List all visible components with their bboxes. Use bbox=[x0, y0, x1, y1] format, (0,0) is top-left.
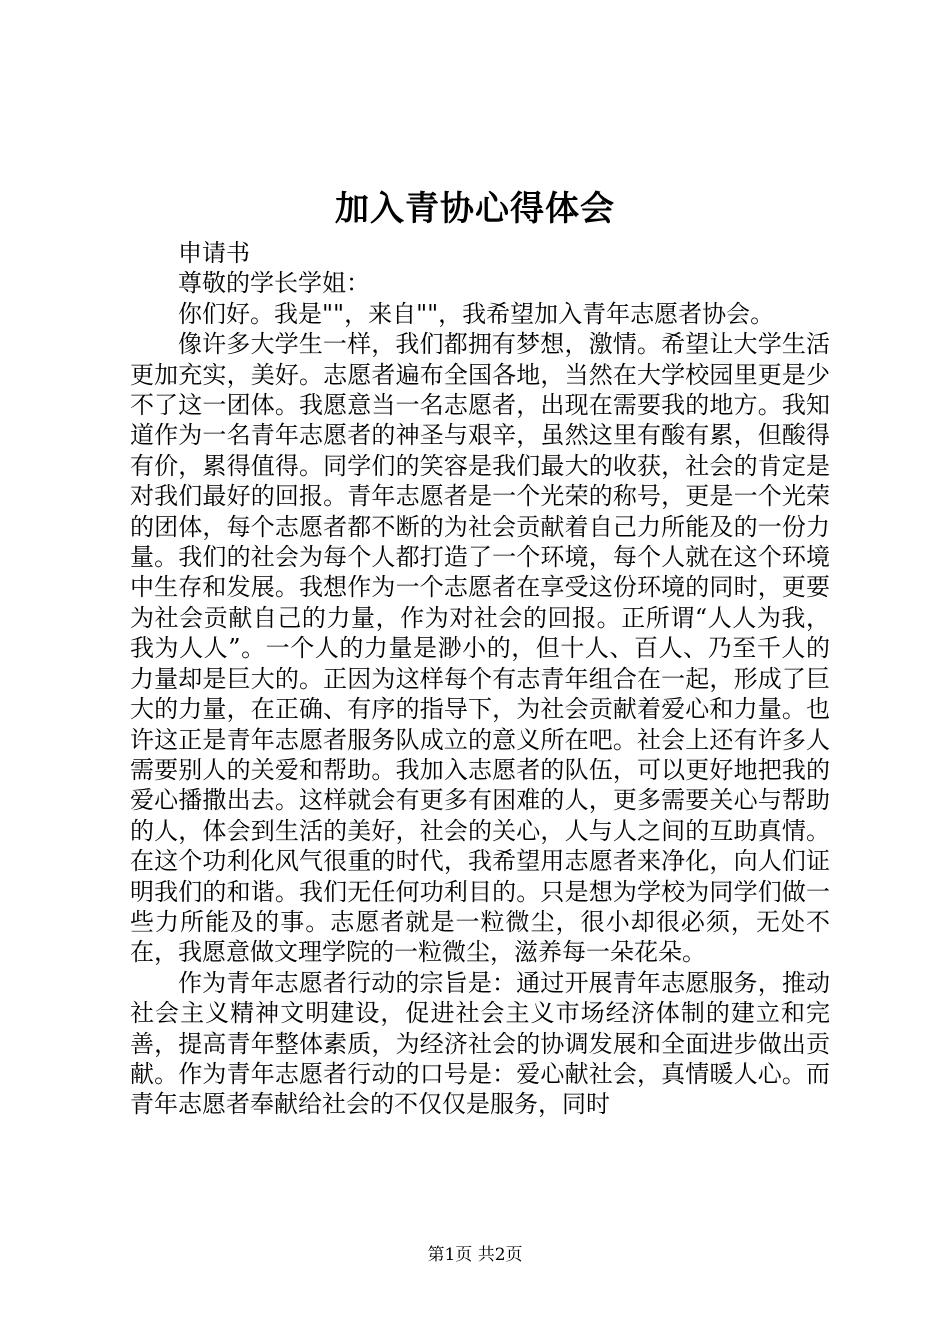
paragraph-purpose: 作为青年志愿者行动的宗旨是：通过开展青年志愿服务，推动社会主义精神文明建设，促进社会主义市场经济体制的建立和完善，提高青年整体素质，为经济社会的协调发展和全面进步做出贡献。作为青年志愿者行动的口号是：爱心献社会，真情暖人心。而青年志愿者奉献给社会的不仅仅是服务，同时 bbox=[130, 968, 830, 1119]
document-body bbox=[130, 238, 830, 1120]
paragraph-greeting: 你们好。我是""，来自""，我希望加入青年志愿者协会。 bbox=[178, 299, 775, 328]
document-title: 加入青协心得体会 bbox=[335, 189, 615, 229]
paragraph-main: 像许多大学生一样，我们都拥有梦想，激情。希望让大学生活更加充实，美好。志愿者遍布全国各地，当然在大学校园里更是少不了这一团体。我愿意当一名志愿者，出现在需要我的地方。我知道作为一名青年志愿者的神圣与艰辛，虽然这里有酸有累，但酸得有价，累得值得。同学们的笑容是我们最大的收获，社会的肯定是对我们最好的回报。青年志愿者是一个光荣的称号，更是一个光荣的团体，每个志愿者都不断的为社会贡献着自己力所能及的一份力量。我们的社会为每个人都打造了一个环境，每个人就在这个环境中生存和发展。我想作为一个志愿者在享受这份环境的同时，更要为社会贡献自己的力量，作为对社会的回报。正所谓“人人为我，我为人人”。一个人的力量是渺小的，但十人、百人、乃至千人的力量却是巨大的。正因为这样每个有志青年组合在一起，形成了巨大的力量，在正确、有序的指导下，为社会贡献着爱心和力量。也许这正是青年志愿者服务队成立的意义所在吧。社会上还有许多人需要别人的关爱和帮助。我加入志愿者的队伍，可以更好地把我的爱心播撒出去。这样就会有更多有困难的人，更多需要关心与帮助的人，体会到生活的美好，社会的关心，人与人之间的互助真情。在这个功利化风气很重的时代，我希望用志愿者来净化，向人们证明我们的和谐。我们无任何功利目的。只是想为学校为同学们做一些力所能及的事。志愿者就是一粒微尘，很小却很必须，无处不在，我愿意做文理学院的一粒微尘，滋养每一朵花朵。 bbox=[130, 330, 830, 967]
paragraph-salutation: 尊敬的学长学姐： bbox=[178, 269, 370, 298]
page-number-footer: 第1页 共2页 bbox=[427, 1245, 523, 1265]
paragraph-heading: 申请书 bbox=[178, 239, 250, 267]
